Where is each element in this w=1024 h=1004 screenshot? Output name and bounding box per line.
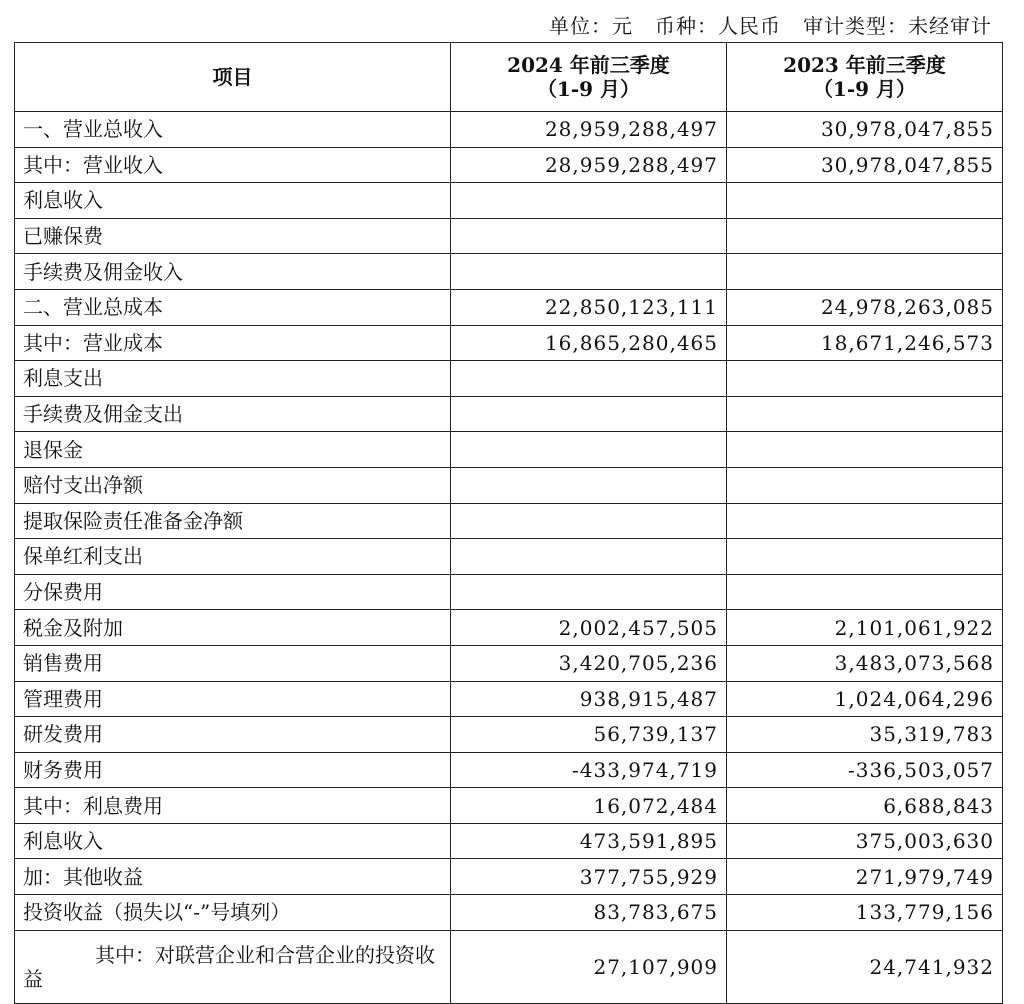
table-row bbox=[15, 574, 1003, 610]
value-2023 bbox=[727, 539, 1003, 575]
value-2024: -433,974,719 bbox=[451, 752, 727, 788]
value-2023: 18,671,246,573 bbox=[727, 325, 1003, 361]
row-label: 研发费用 bbox=[15, 717, 451, 753]
table-row bbox=[15, 112, 1003, 148]
value-2024 bbox=[451, 361, 727, 397]
value-2023: 133,779,156 bbox=[727, 895, 1003, 931]
value-2023 bbox=[727, 254, 1003, 290]
table-row bbox=[15, 752, 1003, 788]
income-statement-table bbox=[14, 42, 1003, 1004]
value-2023 bbox=[727, 503, 1003, 539]
row-label: 手续费及佣金收入 bbox=[15, 254, 451, 290]
value-2023 bbox=[727, 574, 1003, 610]
value-2024 bbox=[451, 183, 727, 219]
table-row bbox=[15, 930, 1003, 1003]
row-label: 其中：营业成本 bbox=[15, 325, 451, 361]
value-2024: 938,915,487 bbox=[451, 681, 727, 717]
value-2023: 1,024,064,296 bbox=[727, 681, 1003, 717]
value-2024: 22,850,123,111 bbox=[451, 289, 727, 325]
table-row bbox=[15, 289, 1003, 325]
value-2024: 473,591,895 bbox=[451, 823, 727, 859]
value-2023 bbox=[727, 396, 1003, 432]
table-row bbox=[15, 610, 1003, 646]
row-label: 利息支出 bbox=[15, 361, 451, 397]
row-label: 一、营业总收入 bbox=[15, 112, 451, 148]
table-row bbox=[15, 645, 1003, 681]
table-row bbox=[15, 254, 1003, 290]
row-label: 其中：营业收入 bbox=[15, 147, 451, 183]
currency-label: 币种：人民币 bbox=[655, 14, 781, 38]
value-2023: 30,978,047,855 bbox=[727, 112, 1003, 148]
row-label: 销售费用 bbox=[15, 645, 451, 681]
table-row bbox=[15, 503, 1003, 539]
value-2024 bbox=[451, 539, 727, 575]
value-2024 bbox=[451, 503, 727, 539]
value-2023 bbox=[727, 467, 1003, 503]
table-row bbox=[15, 432, 1003, 468]
value-2024: 2,002,457,505 bbox=[451, 610, 727, 646]
audit-type-label: 审计类型：未经审计 bbox=[803, 14, 992, 38]
value-2023: 271,979,749 bbox=[727, 859, 1003, 895]
unit-label: 单位：元 bbox=[549, 14, 633, 38]
table-row bbox=[15, 325, 1003, 361]
row-label: 提取保险责任准备金净额 bbox=[15, 503, 451, 539]
table-row bbox=[15, 539, 1003, 575]
value-2023: 24,978,263,085 bbox=[727, 289, 1003, 325]
row-label: 管理费用 bbox=[15, 681, 451, 717]
row-label: 加：其他收益 bbox=[15, 859, 451, 895]
value-2023: 24,741,932 bbox=[727, 930, 1003, 1003]
table-row bbox=[15, 467, 1003, 503]
row-label: 财务费用 bbox=[15, 752, 451, 788]
header-2024 bbox=[451, 43, 727, 112]
value-2023: 6,688,843 bbox=[727, 788, 1003, 824]
value-2023 bbox=[727, 183, 1003, 219]
table-row bbox=[15, 895, 1003, 931]
row-label: 利息收入 bbox=[15, 823, 451, 859]
value-2023 bbox=[727, 432, 1003, 468]
table-row bbox=[15, 396, 1003, 432]
value-2024: 28,959,288,497 bbox=[451, 112, 727, 148]
value-2023: 3,483,073,568 bbox=[727, 645, 1003, 681]
table-row bbox=[15, 218, 1003, 254]
table-row bbox=[15, 147, 1003, 183]
table-row bbox=[15, 823, 1003, 859]
value-2024: 83,783,675 bbox=[451, 895, 727, 931]
row-label: 投资收益（损失以“-”号填列） bbox=[15, 895, 451, 931]
header-2023 bbox=[727, 43, 1003, 112]
table-row bbox=[15, 859, 1003, 895]
value-2024: 377,755,929 bbox=[451, 859, 727, 895]
value-2023: 375,003,630 bbox=[727, 823, 1003, 859]
header-2024-year: 2024 年前三季度 bbox=[507, 53, 670, 77]
value-2024 bbox=[451, 432, 727, 468]
value-2024: 56,739,137 bbox=[451, 717, 727, 753]
value-2023 bbox=[727, 361, 1003, 397]
value-2024 bbox=[451, 254, 727, 290]
row-label: 其中：利息费用 bbox=[15, 788, 451, 824]
header-item: 项目 bbox=[15, 43, 451, 112]
value-2023: 2,101,061,922 bbox=[727, 610, 1003, 646]
value-2023: -336,503,057 bbox=[727, 752, 1003, 788]
table-row bbox=[15, 681, 1003, 717]
unit-line bbox=[527, 10, 992, 39]
row-label: 分保费用 bbox=[15, 574, 451, 610]
row-label: 手续费及佣金支出 bbox=[15, 396, 451, 432]
row-label: 赔付支出净额 bbox=[15, 467, 451, 503]
row-label: 税金及附加 bbox=[15, 610, 451, 646]
header-2024-range: （1-9 月） bbox=[536, 77, 641, 101]
value-2023 bbox=[727, 218, 1003, 254]
row-label: 二、营业总成本 bbox=[15, 289, 451, 325]
table-row bbox=[15, 183, 1003, 219]
table-row bbox=[15, 788, 1003, 824]
table-row bbox=[15, 717, 1003, 753]
value-2024: 16,072,484 bbox=[451, 788, 727, 824]
table-header-row bbox=[15, 43, 1003, 112]
value-2024 bbox=[451, 396, 727, 432]
table-row bbox=[15, 361, 1003, 397]
header-2023-year: 2023 年前三季度 bbox=[783, 53, 946, 77]
value-2024 bbox=[451, 574, 727, 610]
row-label: 利息收入 bbox=[15, 183, 451, 219]
value-2023: 30,978,047,855 bbox=[727, 147, 1003, 183]
value-2024 bbox=[451, 218, 727, 254]
value-2023: 35,319,783 bbox=[727, 717, 1003, 753]
header-2023-range: （1-9 月） bbox=[812, 77, 917, 101]
row-label: 退保金 bbox=[15, 432, 451, 468]
value-2024 bbox=[451, 467, 727, 503]
row-label: 保单红利支出 bbox=[15, 539, 451, 575]
row-label: 其中：对联营企业和合营企业的投资收益 bbox=[15, 930, 451, 1003]
row-label: 已赚保费 bbox=[15, 218, 451, 254]
value-2024: 16,865,280,465 bbox=[451, 325, 727, 361]
value-2024: 27,107,909 bbox=[451, 930, 727, 1003]
value-2024: 3,420,705,236 bbox=[451, 645, 727, 681]
value-2024: 28,959,288,497 bbox=[451, 147, 727, 183]
